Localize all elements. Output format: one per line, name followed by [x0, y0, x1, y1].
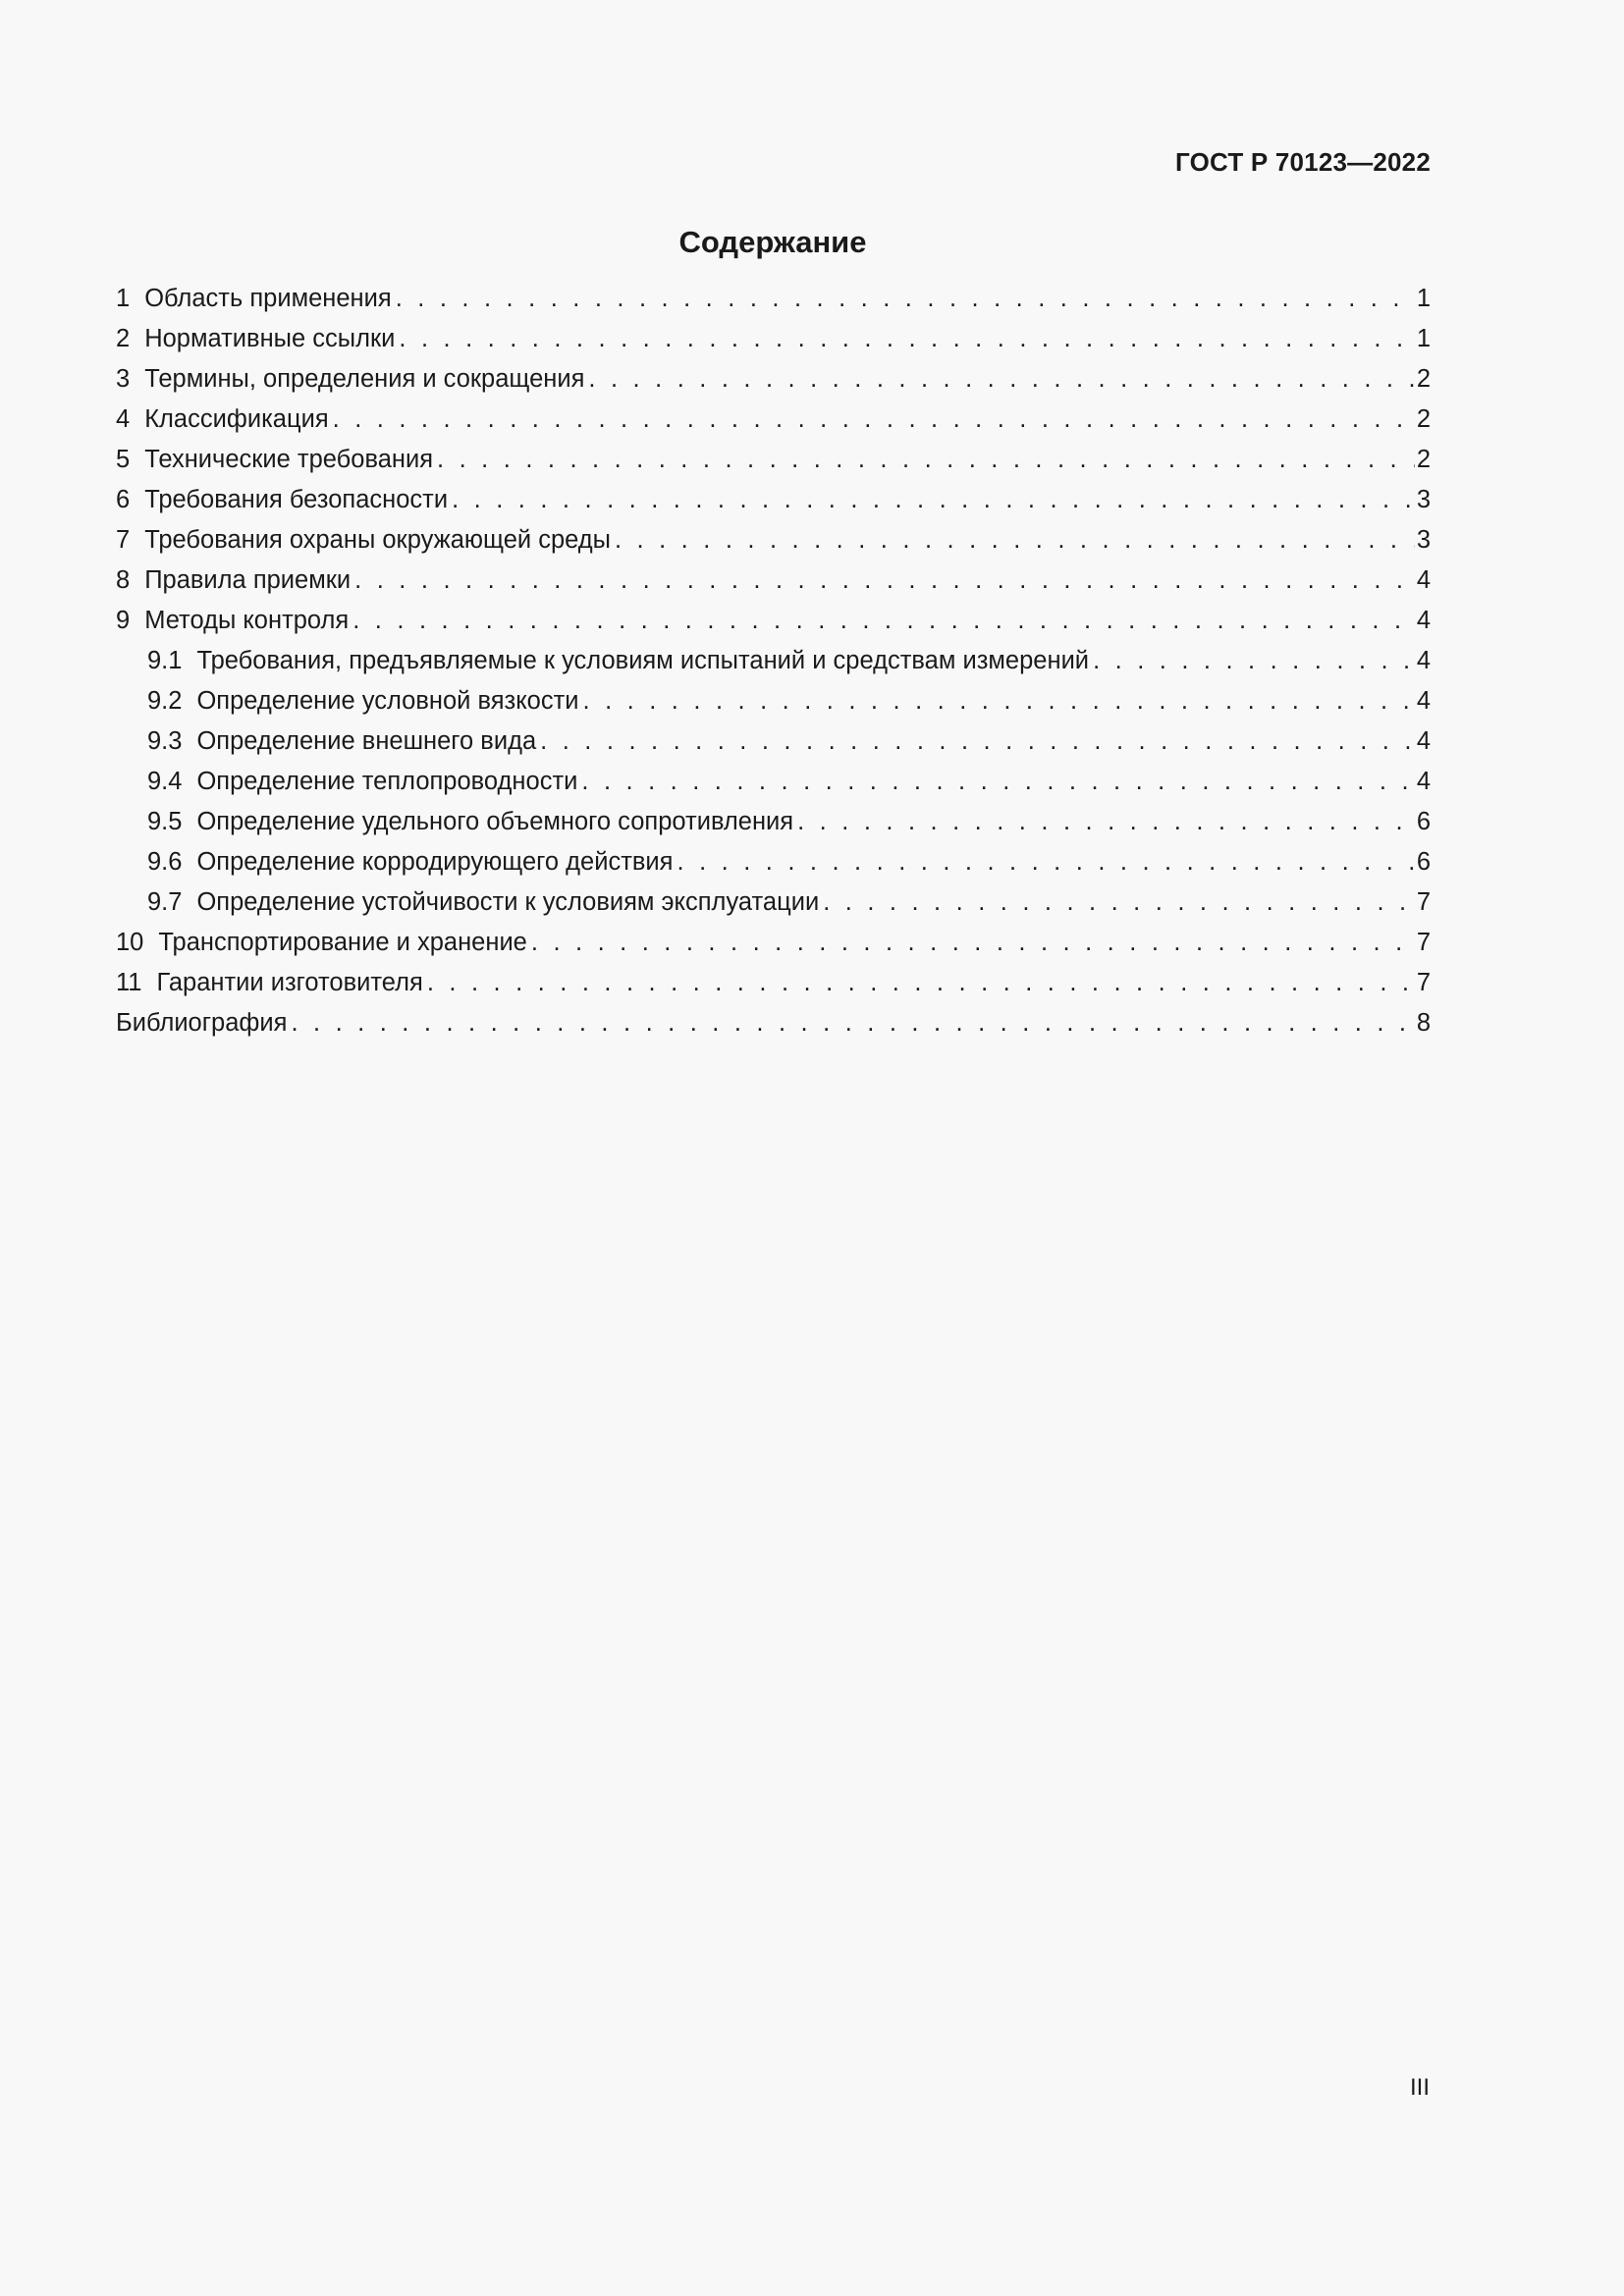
toc-entry-page: 7 — [1416, 929, 1431, 956]
toc-entry-number: 7 — [116, 526, 131, 554]
toc-dot-leader — [291, 1009, 1414, 1038]
toc-dot-leader — [333, 405, 1415, 434]
toc-entry-page: 6 — [1416, 848, 1431, 876]
toc-entry[interactable] — [116, 325, 1431, 365]
toc-entry[interactable] — [116, 687, 1431, 727]
toc-entry-number: 9.1 — [147, 647, 183, 674]
toc-entry-page: 3 — [1416, 526, 1431, 554]
toc-entry-title: Определение устойчивости к условиям эксплуатации — [196, 888, 820, 916]
toc-entry-number: 9.7 — [147, 888, 183, 916]
toc-dot-leader — [797, 808, 1415, 836]
document-code: ГОСТ Р 70123—2022 — [1175, 147, 1431, 177]
toc-entry-page: 4 — [1416, 727, 1431, 755]
toc-entry-page: 7 — [1416, 888, 1431, 916]
toc-dot-leader — [437, 446, 1415, 474]
toc-entry[interactable] — [116, 1009, 1431, 1049]
toc-entry-page: 1 — [1416, 285, 1431, 312]
toc-entry-page: 3 — [1416, 486, 1431, 513]
toc-entry-number: 3 — [116, 365, 131, 393]
toc-entry-number: 4 — [116, 405, 131, 433]
toc-entry-number: 10 — [116, 929, 144, 956]
toc-entry[interactable] — [116, 566, 1431, 607]
toc-entry-title: Гарантии изготовителя — [156, 969, 423, 996]
toc-entry-page: 7 — [1416, 969, 1431, 996]
toc-entry[interactable] — [116, 446, 1431, 486]
toc-entry-title: Технические требования — [144, 446, 434, 473]
toc-entry[interactable] — [116, 727, 1431, 768]
toc-entry-title: Транспортирование и хранение — [158, 929, 527, 956]
toc-dot-leader — [823, 888, 1415, 917]
toc-title: Содержание — [678, 225, 867, 259]
toc-dot-leader — [583, 687, 1415, 716]
toc-entry-number: 2 — [116, 325, 131, 352]
toc-entry-page: 4 — [1416, 607, 1431, 634]
toc-dot-leader — [399, 325, 1414, 353]
toc-entry-title: Термины, определения и сокращения — [144, 365, 585, 393]
toc-entry-number: 8 — [116, 566, 131, 594]
toc-entry[interactable] — [116, 768, 1431, 808]
toc-entry-title: Определение корродирующего действия — [196, 848, 674, 876]
toc-entry-number: 11 — [116, 969, 142, 996]
toc-dot-leader — [452, 486, 1415, 514]
toc-entry[interactable] — [116, 285, 1431, 325]
toc-entry-page: 2 — [1416, 405, 1431, 433]
toc-entry[interactable] — [116, 969, 1431, 1009]
toc-entry-title: Требования безопасности — [144, 486, 449, 513]
toc-entry[interactable] — [116, 647, 1431, 687]
toc-entry[interactable] — [116, 365, 1431, 405]
toc-entry-number: 1 — [116, 285, 131, 312]
toc-entry-title: Методы контроля — [144, 607, 350, 634]
toc-entry-page: 2 — [1416, 446, 1431, 473]
toc-entry[interactable] — [116, 888, 1431, 929]
toc-entry-title: Нормативные ссылки — [144, 325, 396, 352]
toc-entry-page: 8 — [1416, 1009, 1431, 1037]
toc-dot-leader — [352, 607, 1415, 635]
toc-dot-leader — [1093, 647, 1415, 675]
toc-dot-leader — [581, 768, 1414, 796]
toc-entry-number: 9 — [116, 607, 131, 634]
toc-entry-number: 9.4 — [147, 768, 183, 795]
toc-dot-leader — [354, 566, 1415, 595]
toc-entry-title: Правила приемки — [144, 566, 352, 594]
toc-entry-title: Требования, предъявляемые к условиям испытаний и средствам измерений — [196, 647, 1090, 674]
toc-dot-leader — [677, 848, 1415, 877]
toc-entry-number: 9.5 — [147, 808, 183, 835]
toc-dot-leader — [540, 727, 1415, 756]
toc-entry-title: Классификация — [144, 405, 329, 433]
toc-entry[interactable] — [116, 929, 1431, 969]
toc-entry-number: 9.6 — [147, 848, 183, 876]
toc-entry-number: 9.3 — [147, 727, 183, 755]
toc-dot-leader — [615, 526, 1415, 555]
toc-entry[interactable] — [116, 808, 1431, 848]
toc-entry-title: Определение удельного объемного сопротивления — [196, 808, 794, 835]
toc-entry-number: 9.2 — [147, 687, 183, 715]
toc-entry-page: 4 — [1416, 768, 1431, 795]
toc-entry[interactable] — [116, 405, 1431, 446]
toc-dot-leader — [588, 365, 1414, 394]
toc-entry[interactable] — [116, 848, 1431, 888]
toc-entry-page: 2 — [1416, 365, 1431, 393]
toc-entry-page: 6 — [1416, 808, 1431, 835]
toc-entry-title: Определение условной вязкости — [196, 687, 579, 715]
toc-entry-title: Определение внешнего вида — [196, 727, 537, 755]
toc-dot-leader — [531, 929, 1415, 957]
table-of-contents — [116, 285, 1431, 1049]
toc-entry[interactable] — [116, 607, 1431, 647]
toc-entry-title: Требования охраны окружающей среды — [144, 526, 611, 554]
toc-entry-title: Определение теплопроводности — [196, 768, 578, 795]
toc-dot-leader — [396, 285, 1415, 313]
toc-entry-title: Библиография — [116, 1009, 288, 1037]
toc-entry-page: 4 — [1416, 687, 1431, 715]
toc-dot-leader — [427, 969, 1415, 997]
toc-entry-page: 4 — [1416, 647, 1431, 674]
toc-entry-number: 6 — [116, 486, 131, 513]
toc-entry[interactable] — [116, 486, 1431, 526]
toc-entry-title: Область применения — [144, 285, 392, 312]
toc-entry-number: 5 — [116, 446, 131, 473]
toc-entry[interactable] — [116, 526, 1431, 566]
toc-entry-page: 4 — [1416, 566, 1431, 594]
page-number: III — [1409, 2074, 1430, 2101]
toc-entry-page: 1 — [1416, 325, 1431, 352]
